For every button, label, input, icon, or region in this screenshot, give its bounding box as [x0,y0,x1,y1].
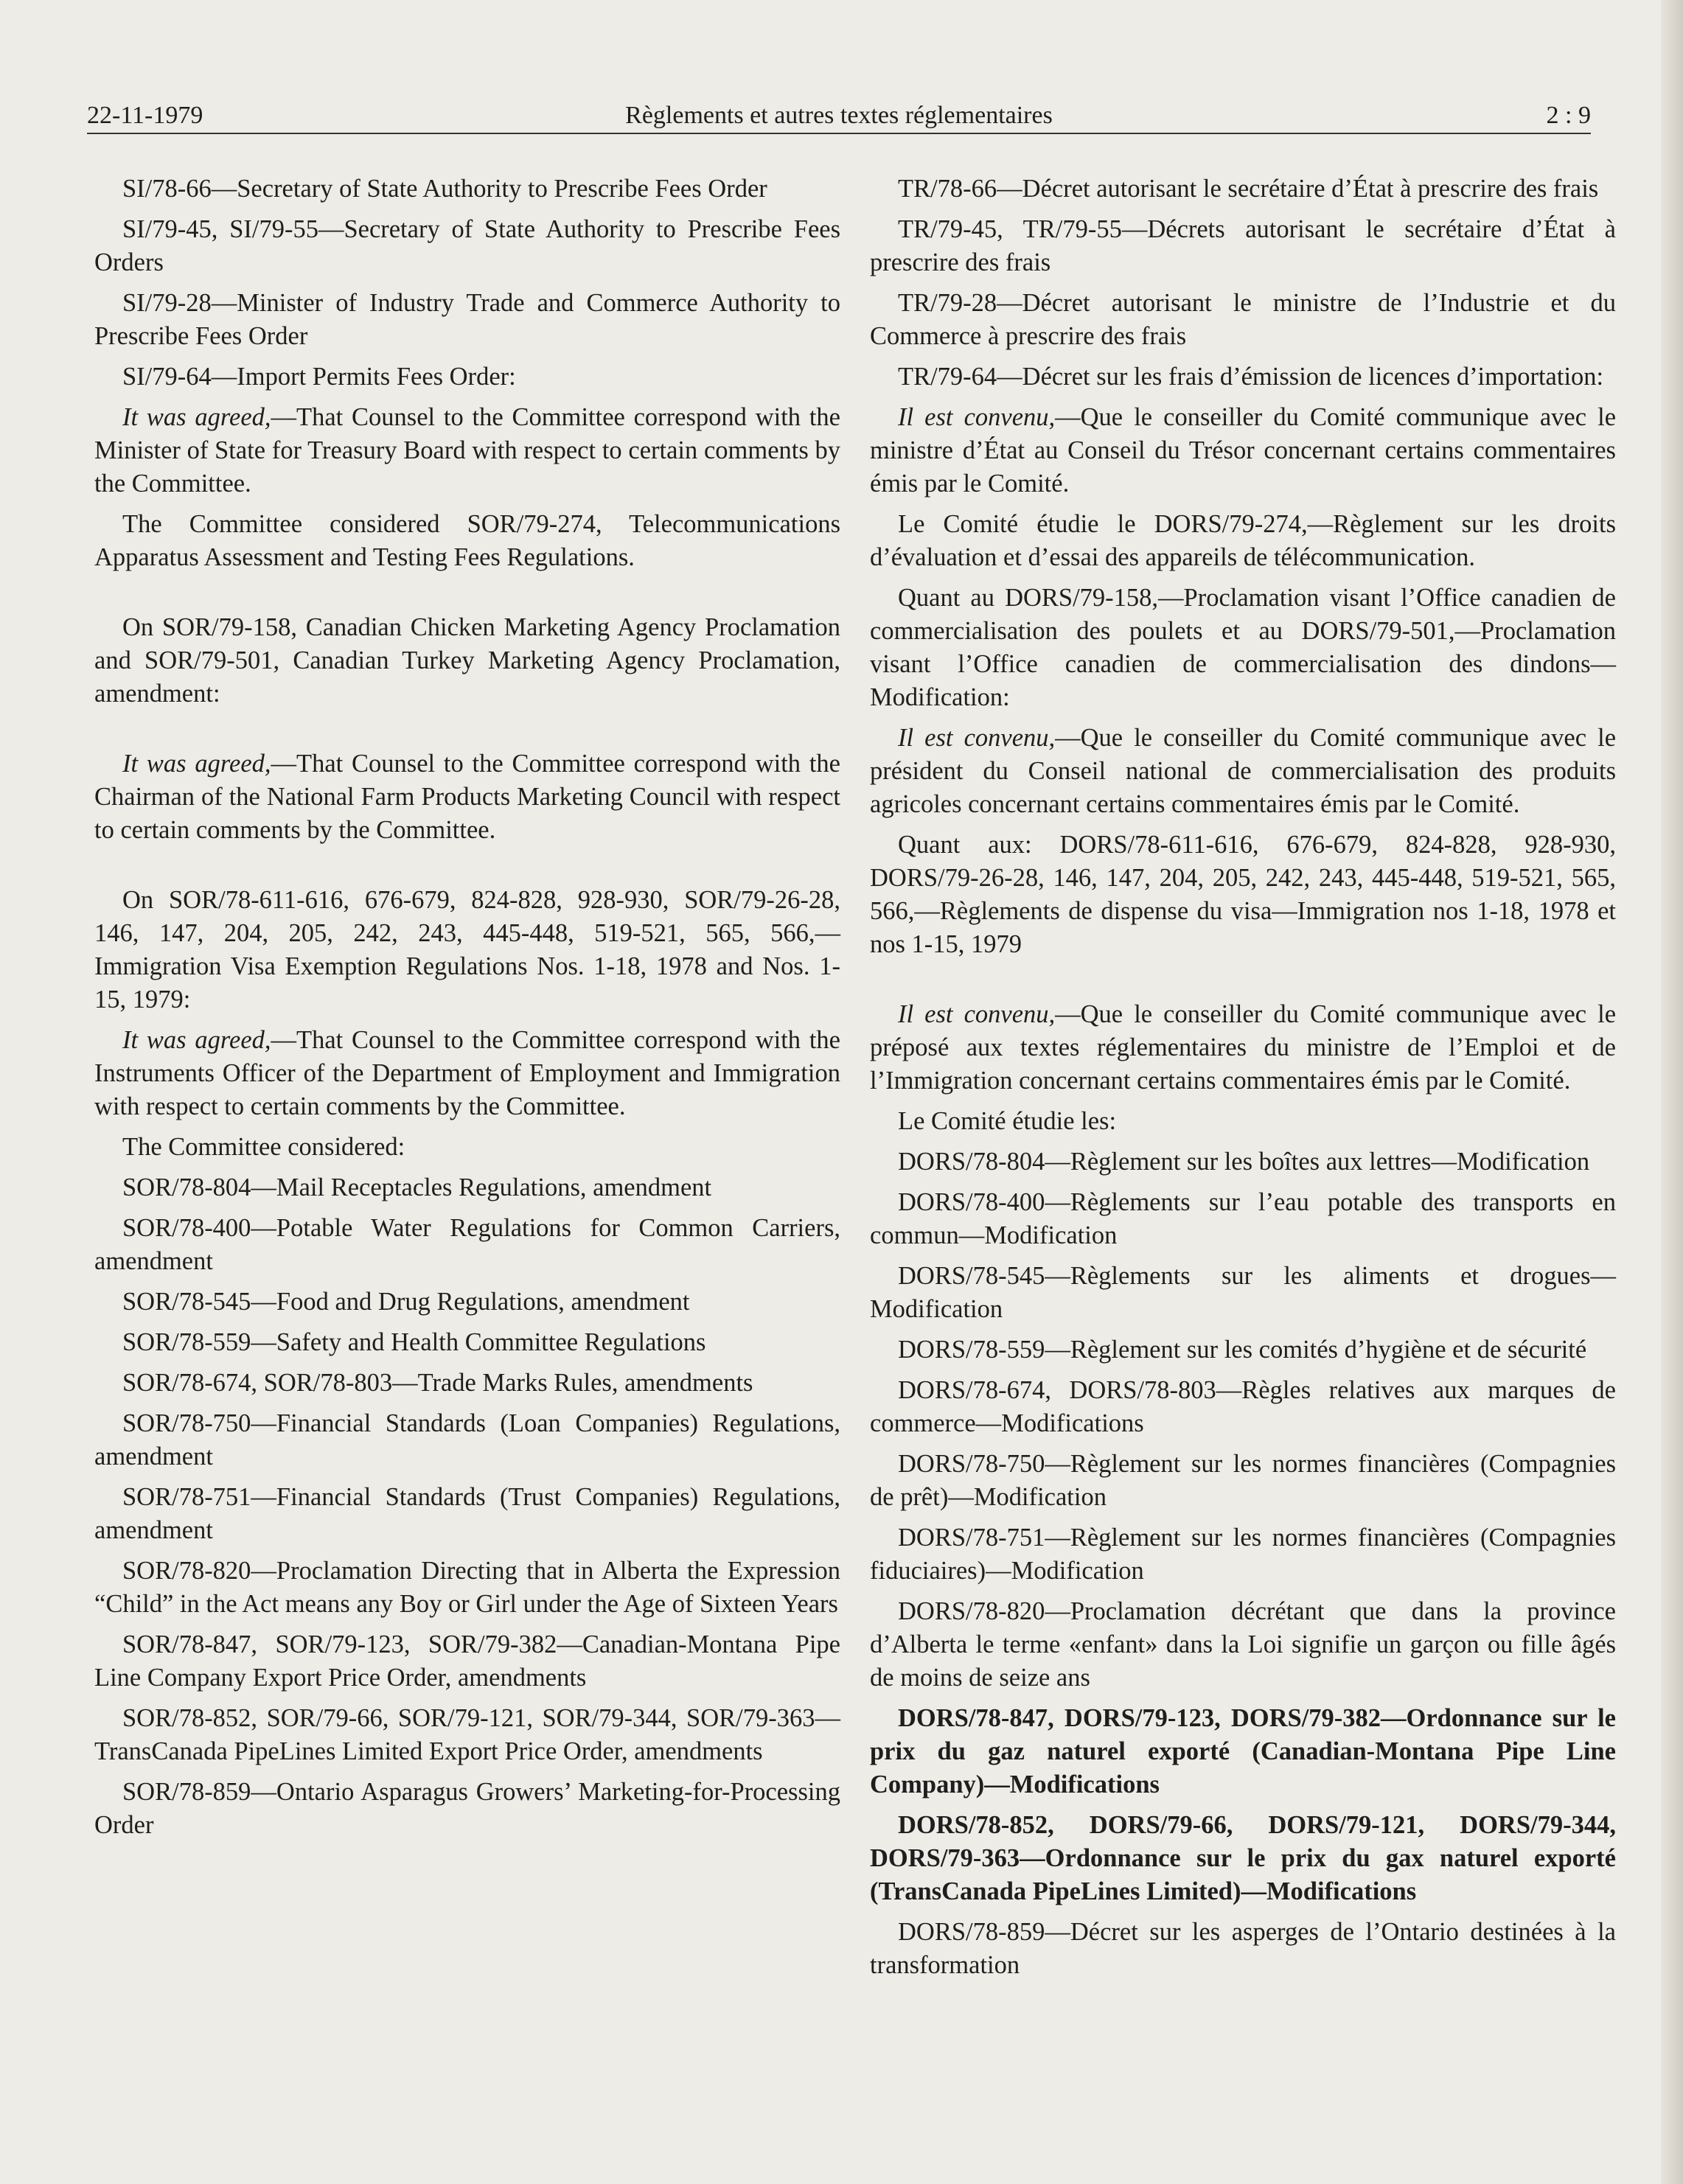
paragraph: The Committee considered SOR/79-274, Telecommunications Apparatus Assessment and Testing Fees Regulations. [94,510,840,571]
regulation-item: SOR/78-400—Potable Water Regulations for Common Carriers, amendment [94,1214,840,1275]
regulation-item: SOR/78-852, SOR/79-66, SOR/79-121, SOR/79-344, SOR/79-363—TransCanada PipeLines Limited Export Price Order, amendments [94,1704,840,1765]
regulation-item: DORS/78-852, DORS/79-66, DORS/79-121, DORS/79-344, DORS/79-363—Ordonnance sur le prix du gax naturel exporté (TransCanada PipeLines Limited)—Modifications [870,1811,1616,1905]
regulation-item: SOR/78-559—Safety and Health Committee Regulations [122,1328,706,1356]
regulation-item: SOR/78-847, SOR/79-123, SOR/79-382—Canadian-Montana Pipe Line Company Export Price Order, amendments [94,1630,840,1692]
agreement-paragraph [94,747,840,847]
french-column [870,172,1616,1989]
agreement-paragraph [870,401,1616,500]
agreement-text: —That Counsel to the Committee correspond with the Chairman of the National Farm Products Marketing Council with respect to certain comments by the Committee. [94,750,840,844]
agreement-phrase: It was agreed, [122,403,271,431]
paragraph: On SOR/78-611-616, 676-679, 824-828, 928-930, SOR/79-26-28, 146, 147, 204, 205, 242, 243, 445-448, 519-521, 565, 566,—Immigration Visa Exemption Regulations Nos. 1-18, 1978 and Nos. 1-15, 1979: [94,886,840,1013]
paragraph: SI/79-45, SI/79-55—Secretary of State Authority to Prescribe Fees Orders [94,215,840,276]
paragraph: The Committee considered: [122,1133,405,1161]
paragraph: TR/79-64—Décret sur les frais d’émission de licences d’importation: [898,363,1604,391]
regulation-item: DORS/78-804—Règlement sur les boîtes aux lettres—Modification [898,1148,1590,1176]
header-title: Règlements et autres textes réglementaires [625,102,1053,129]
paragraph: TR/79-28—Décret autorisant le ministre de l’Industrie et du Commerce à prescrire des frais [870,289,1616,350]
agreement-text: —That Counsel to the Committee correspond with the Instruments Officer of the Department of Employment and Immigration with respect to certain comments by the Committee. [94,1026,840,1120]
paragraph: Le Comité étudie les: [898,1107,1117,1135]
agreement-text: —That Counsel to the Committee correspond with the Minister of State for Treasury Board with respect to certain comments by the Committee. [94,403,840,498]
regulation-item: SOR/78-750—Financial Standards (Loan Companies) Regulations, amendment [94,1409,840,1470]
agreement-paragraph [94,1024,840,1123]
agreement-text: —Que le conseiller du Comité communique avec le ministre d’État au Conseil du Trésor concernant certains commentaires émis par le Comité. [870,403,1617,498]
regulation-item: SOR/78-674, SOR/78-803—Trade Marks Rules, amendments [122,1369,753,1397]
paragraph: On SOR/79-158, Canadian Chicken Marketing Agency Proclamation and SOR/79-501, Canadian Turkey Marketing Agency Proclamation, amendment: [94,613,840,708]
agreement-phrase: Il est convenu, [898,1000,1056,1028]
regulation-item: DORS/78-847, DORS/79-123, DORS/79-382—Ordonnance sur le prix du gaz naturel exporté (Canadian-Montana Pipe Line Company)—Modifications [870,1704,1616,1799]
header-date: 22-11-1979 [87,102,203,129]
header-page-number: 2 : 9 [1546,102,1591,129]
paragraph: SI/79-64—Import Permits Fees Order: [122,363,516,391]
agreement-text: —Que le conseiller du Comité communique avec le président du Conseil national de commercialisation des produits agricoles concernant certains commentaires émis par le Comité. [870,724,1617,818]
regulation-item: DORS/78-545—Règlements sur les aliments et drogues—Modification [870,1262,1616,1323]
regulation-item: DORS/78-859—Décret sur les asperges de l’Ontario destinées à la transformation [870,1918,1616,1979]
regulation-item: DORS/78-559—Règlement sur les comités d’hygiène et de sécurité [898,1336,1587,1364]
agreement-paragraph [870,998,1616,1098]
paragraph: TR/78-66—Décret autorisant le secrétaire d’État à prescrire des frais [898,175,1599,203]
page-binding-edge [1661,0,1683,2184]
agreement-phrase: Il est convenu, [898,724,1056,752]
paragraph: SI/78-66—Secretary of State Authority to Prescribe Fees Order [122,175,767,203]
regulation-item: DORS/78-751—Règlement sur les normes financières (Compagnies fiduciaires)—Modification [870,1524,1616,1585]
regulation-item: DORS/78-674, DORS/78-803—Règles relatives aux marques de commerce—Modifications [870,1376,1616,1437]
page-header [87,94,1591,134]
regulation-item: DORS/78-820—Proclamation décrétant que dans la province d’Alberta le terme «enfant» dans la Loi signifie un garçon ou fille âgés de moins de seize ans [870,1597,1616,1692]
paragraph: Quant aux: DORS/78-611-616, 676-679, 824-828, 928-930, DORS/79-26-28, 146, 147, 204, 205, 242, 243, 445-448, 519-521, 565, 566,—Règlements de dispense du visa—Immigration nos 1-18, 1978 et nos 1-15, 1979 [870,831,1616,958]
agreement-paragraph [870,722,1616,821]
regulation-item: SOR/78-804—Mail Receptacles Regulations, amendment [122,1173,712,1201]
regulation-item: SOR/78-751—Financial Standards (Trust Companies) Regulations, amendment [94,1483,840,1544]
regulation-item: SOR/78-820—Proclamation Directing that in Alberta the Expression “Child” in the Act means any Boy or Girl under the Age of Sixteen Years [94,1557,840,1618]
paragraph: TR/79-45, TR/79-55—Décrets autorisant le secrétaire d’État à prescrire des frais [870,215,1616,276]
paragraph: SI/79-28—Minister of Industry Trade and Commerce Authority to Prescribe Fees Order [94,289,840,350]
paragraph: Quant au DORS/79-158,—Proclamation visant l’Office canadien de commercialisation des poulets et au DORS/79-501,—Proclamation visant l’Office canadien de commercialisation des dindons—Modification: [870,584,1616,711]
agreement-paragraph [94,401,840,500]
regulation-item: DORS/78-750—Règlement sur les normes financières (Compagnies de prêt)—Modification [870,1450,1616,1511]
regulation-item: DORS/78-400—Règlements sur l’eau potable des transports en commun—Modification [870,1188,1616,1249]
agreement-text: —Que le conseiller du Comité communique avec le préposé aux textes réglementaires du ministre de l’Emploi et de l’Immigration concernant certains commentaires émis par le Comité. [870,1000,1617,1095]
paragraph: Le Comité étudie le DORS/79-274,—Règlement sur les droits d’évaluation et d’essai des appareils de télécommunication. [870,510,1616,571]
regulation-item: SOR/78-859—Ontario Asparagus Growers’ Marketing-for-Processing Order [94,1778,840,1839]
agreement-phrase: It was agreed, [122,750,271,778]
regulation-item: SOR/78-545—Food and Drug Regulations, amendment [122,1288,690,1316]
english-column [94,172,840,1849]
agreement-phrase: Il est convenu, [898,403,1056,431]
agreement-phrase: It was agreed, [122,1026,271,1054]
